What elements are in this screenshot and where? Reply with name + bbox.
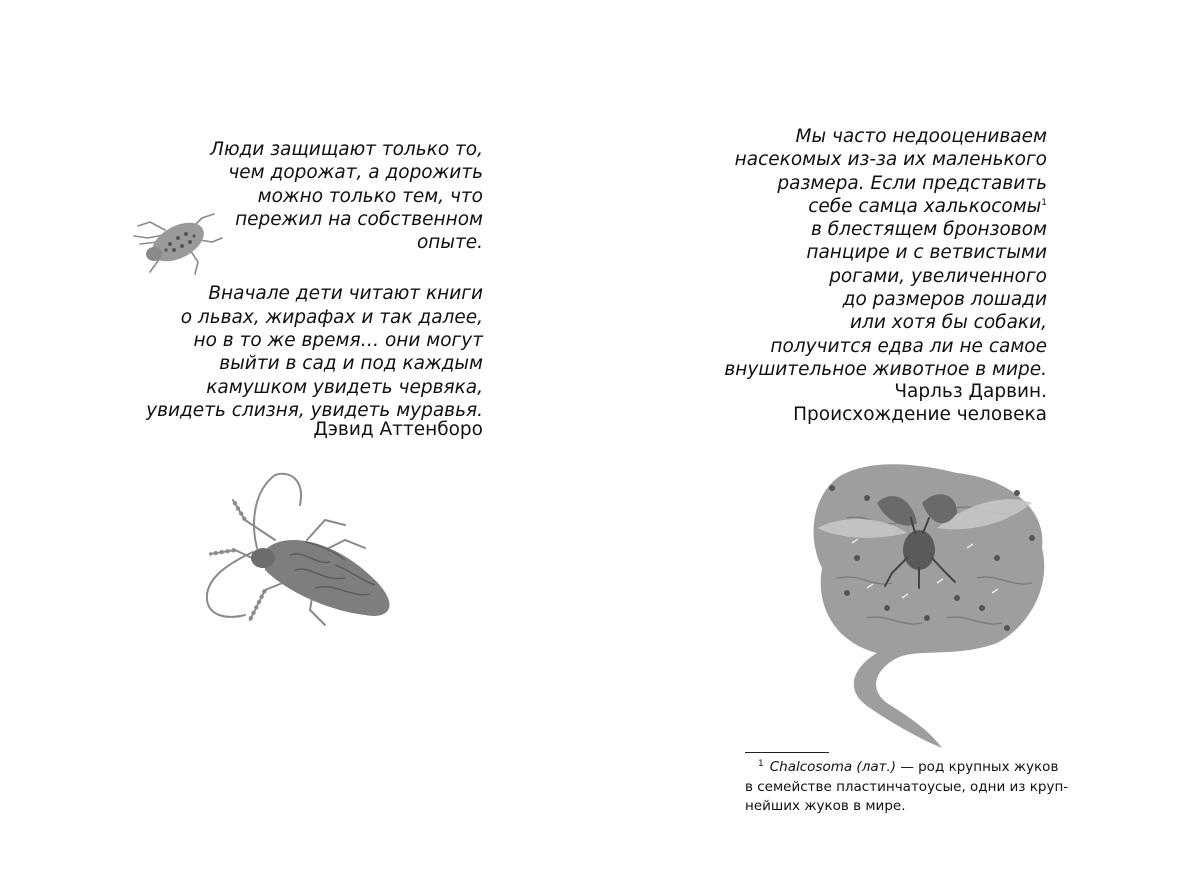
footnote-line — [745, 758, 1059, 778]
quote-line: в блестящем бронзовом — [810, 219, 1047, 241]
quote-line: рогами, увеличенного — [829, 265, 1047, 287]
left-attribution — [183, 418, 483, 441]
quote-line: панцире и с ветвистыми — [806, 242, 1047, 264]
footnote-line: в семействе пластинчатоусые, одни из круп- — [745, 778, 1069, 795]
attribution-author: Чарльз Дарвин. — [894, 381, 1047, 402]
large-beetle-illustration — [195, 470, 405, 640]
quote-line: опыте. — [416, 232, 483, 254]
footnote-latin-term: Chalcosoma (лат.) — [769, 759, 897, 775]
quote-line: пережил на собственном — [235, 208, 483, 230]
quote-line: Вначале дети читают книги — [208, 283, 483, 305]
quote-line — [617, 195, 1047, 218]
footnote-rule — [745, 752, 829, 753]
footnote — [745, 758, 1069, 817]
quote-line: внушительное животное в мире. — [724, 358, 1047, 380]
quote-line: увидеть слизня, увидеть муравья. — [146, 399, 483, 421]
attribution-source: Происхождение человека — [793, 404, 1047, 426]
left-quote — [83, 138, 483, 422]
quote-line: чем дорожат, а дорожить — [228, 162, 483, 184]
footnote-number: 1 — [758, 758, 764, 769]
quote-line: Мы часто недооцениваем — [795, 126, 1047, 147]
flying-beetle-illustration — [807, 458, 1057, 750]
quote-line: выйти в сад и под каждым — [219, 353, 483, 375]
quote-line: о львах, жирафах и так далее, — [180, 306, 483, 328]
quote-line: насекомых из-за их маленького — [734, 149, 1047, 171]
footnote-text: — род крупных жуков — [896, 759, 1059, 775]
right-quote — [617, 125, 1047, 381]
right-attribution — [727, 380, 1047, 427]
footnote-marker: 1 — [1041, 197, 1047, 208]
small-beetle-illustration — [120, 200, 230, 280]
quote-line: камушком увидеть червяка, — [206, 376, 483, 398]
quote-line-text: себе самца халькосомы — [808, 195, 1042, 217]
quote-line: до размеров лошади — [842, 289, 1047, 311]
quote-line: но в то же время… они могут — [193, 330, 483, 352]
right-page — [600, 0, 1200, 890]
quote-line: Люди защищают только то, — [210, 139, 483, 160]
footnote-line: нейших жуков в мире. — [745, 798, 906, 814]
quote-line: или хотя бы собаки, — [849, 312, 1047, 334]
quote-line: размера. Если представить — [777, 172, 1047, 194]
quote-line: можно только тем, что — [257, 185, 483, 207]
quote-line: получится едва ли не самое — [770, 335, 1047, 357]
attribution-author: Дэвид Аттенборо — [313, 419, 483, 440]
